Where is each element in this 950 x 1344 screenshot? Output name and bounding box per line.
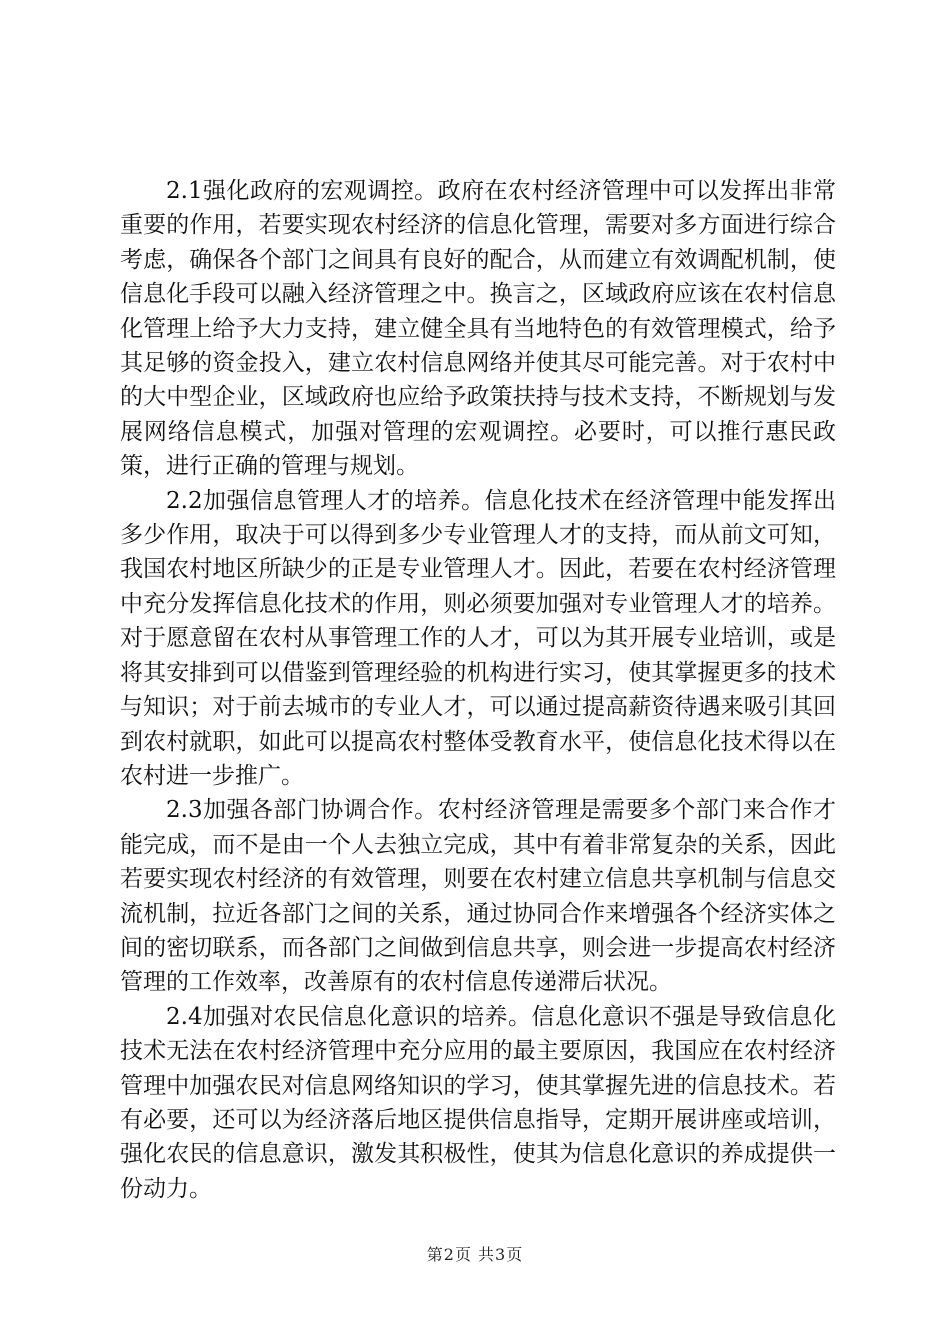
paragraph-2-1: 2.1强化政府的宏观调控。政府在农村经济管理中可以发挥出非常重要的作用，若要实现农村经济的信息化管理，需要对多方面进行综合考虑，确保各个部门之间具有良好的配合，从而建立有效调配机制，使信息化手段可以融入经济管理之中。换言之，区域政府应该在农村信息化管理上给予大力支持，建立健全具有当地特色的有效管理模式，给予其足够的资金投入，建立农村信息网络并使其尽可能完善。对于农村中的大中型企业，区域政府也应给予政策扶持与技术支持，不断规划与发展网络信息模式，加强对管理的宏观调控。必要时，可以推行惠民政策，进行正确的管理与规划。	[120, 178, 836, 480]
page-number-footer: 第2页 共3页	[426, 1245, 524, 1264]
paragraph-2-2: 2.2加强信息管理人才的培养。信息化技术在经济管理中能发挥出多少作用，取决于可以得到多少专业管理人才的支持，而从前文可知，我国农村地区所缺少的正是专业管理人才。因此，若要在农村经济管理中充分发挥信息化技术的作用，则必须要加强对专业管理人才的培养。对于愿意留在农村从事管理工作的人才，可以为其开展专业培训，或是将其安排到可以借鉴到管理经验的机构进行实习，使其掌握更多的技术与知识；对于前去城市的专业人才，可以通过提高薪资待遇来吸引其回到农村就职，如此可以提高农村整体受教育水平，使信息化技术得以在农村进一步推广。	[120, 487, 836, 789]
paragraph-2-4: 2.4加强对农民信息化意识的培养。信息化意识不强是导致信息化技术无法在农村经济管理中充分应用的最主要原因，我国应在农村经济管理中加强农民对信息网络知识的学习，使其掌握先进的信息技术。若有必要，还可以为经济落后地区提供信息指导，定期开展讲座或培训，强化农民的信息意识，激发其积极性，使其为信息化意识的养成提供一份动力。	[120, 1003, 836, 1202]
paragraph-2-3: 2.3加强各部门协调合作。农村经济管理是需要多个部门来合作才能完成，而不是由一个人去独立完成，其中有着非常复杂的关系，因此若要实现农村经济的有效管理，则要在农村建立信息共享机制与信息交流机制，拉近各部门之间的关系，通过协同合作来增强各个经济实体之间的密切联系，而各部门之间做到信息共享，则会进一步提高农村经济管理的工作效率，改善原有的农村信息传递滞后状况。	[120, 797, 836, 996]
document-body	[120, 174, 836, 1206]
